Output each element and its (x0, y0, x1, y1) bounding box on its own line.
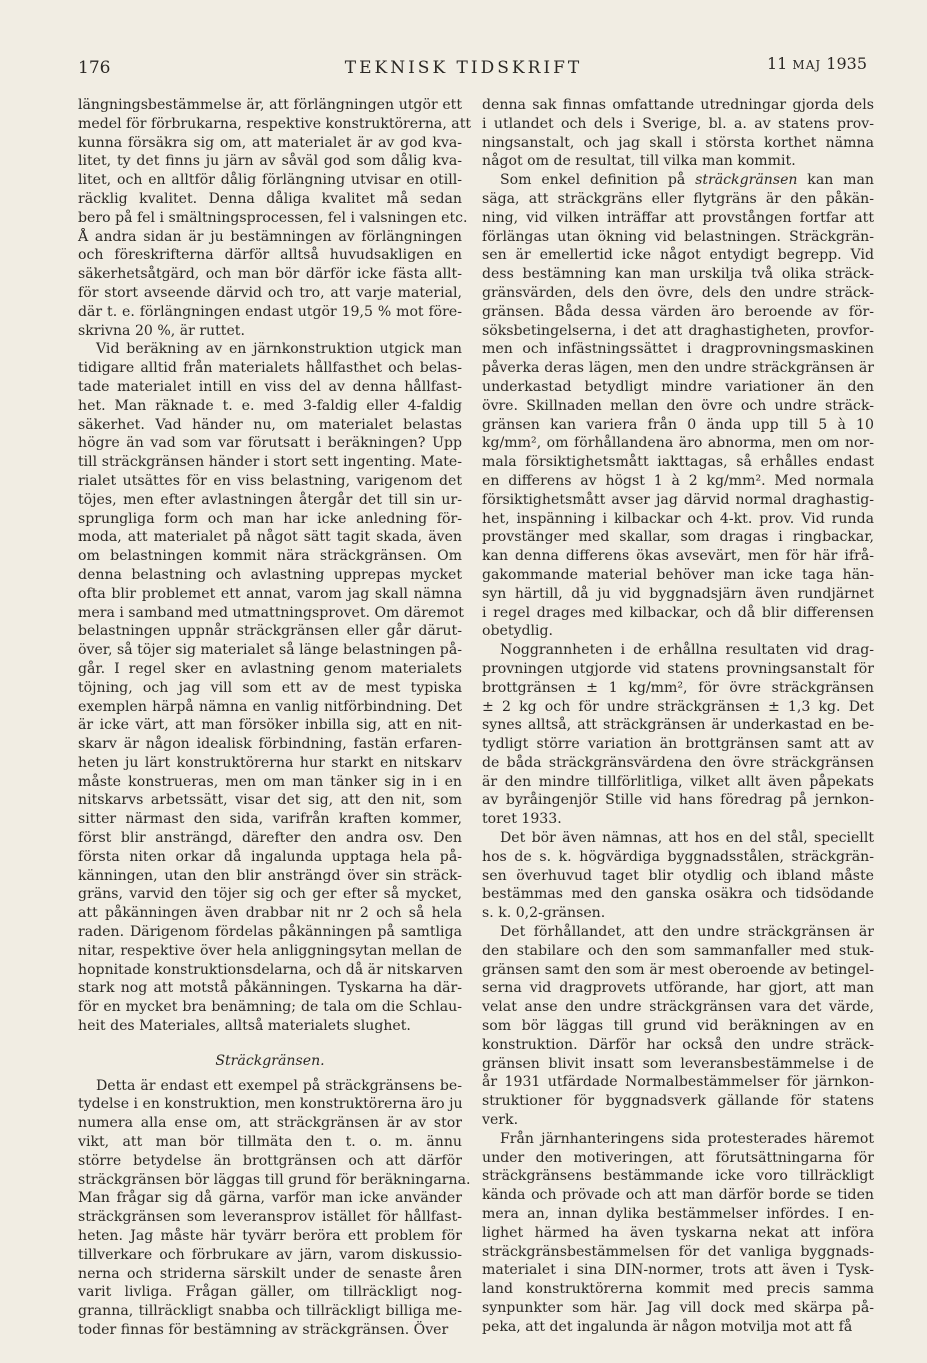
right-column (482, 96, 874, 1337)
text-line: toret 1933. (482, 811, 562, 828)
text-line: bero på fel i smältningsprocessen, fel i valsningen etc. (78, 209, 468, 226)
issue-date-month: MAJ (792, 58, 822, 72)
text-line: där t. e. förlängningen endast utgör 19,5 % mot före- (78, 303, 462, 320)
section-heading: Sträckgränsen. (215, 1052, 325, 1069)
text-line: kunna försäkra sig om, att materialet är av god kva- (78, 134, 462, 151)
text-line: påverka deras lägen, men den undre sträckgränsen är (482, 360, 874, 377)
text-line: som bör läggas till grund vid beräkningen av en (482, 1018, 874, 1035)
text-line: Man frågar sig då gärna, varför man icke använder (78, 1190, 462, 1207)
text-line: högre än vad som var förutsatt i beräkningen? Upp (78, 435, 462, 452)
text-line: av byråingenjör Stille vid hans föredrag på jernkon- (482, 792, 874, 809)
text-line: mala försiktighetsmått iakttagas, så erhålles endast (482, 454, 874, 471)
text-line: kända och prövade och att man därför borde se tiden (482, 1187, 874, 1204)
text-line: land konstruktörerna kommit med precis samma (482, 1281, 874, 1298)
text-line: granna, tillräckligt snabba och tillräckligt billiga me- (78, 1303, 462, 1320)
text-line: hos de s. k. högvärdiga byggnadsstålen, sträckgrän- (482, 848, 874, 865)
text-line: brottgränsen ± 1 kg/mm², för övre sträckgränsen (482, 679, 874, 696)
text-line: större betydelse än brottgränsen och att därför (78, 1152, 462, 1169)
text-line: första niten orkar då ingalunda upptaga hela på- (78, 848, 462, 865)
text-line: är den mindre tillförlitliga, vilket allt även påpekats (482, 773, 874, 790)
text-line: lighet härmed ha även tyskarna nekat att införa (482, 1224, 874, 1241)
definition-tail: kan man (797, 172, 874, 189)
text-line: först blir ansträngd, därefter den andra osv. Den (78, 830, 462, 847)
text-line: gränsen kan variera från 0 ända upp till 5 à 10 (482, 416, 874, 433)
text-line: verk. (482, 1112, 519, 1129)
text-line: tydelse i en konstruktion, men konstruktörerna äro ju (78, 1096, 463, 1113)
text-line: sträckgränsen bör läggas till grund för beräkningarna. (78, 1171, 471, 1188)
text-line: gränsen. Båda dessa värden äro beroende av för- (482, 303, 874, 320)
text-line: numera alla ense om, att sträckgränsen är av stor (78, 1115, 462, 1132)
defined-term: sträckgränsen (695, 172, 798, 189)
text-line: Vid beräkning av en järnkonstruktion utgick man (96, 341, 462, 358)
issue-date (767, 54, 867, 73)
text-line: skarv är någon idealisk förbindning, fastän erfaren- (78, 736, 462, 753)
text-line: obetydlig. (482, 623, 554, 640)
text-line: litet, ty det finns ju järn av såväl god som dålig kva- (78, 153, 462, 170)
text-line: het. Man räknade t. e. med 3-faldig eller 4-faldig (78, 397, 462, 414)
text-line: känningen, utan den blir ansträngd över sin sträck- (78, 867, 462, 884)
text-line: serna vid dragprovets utförande, har gjort, att man (482, 980, 874, 997)
text-line: Det bör även nämnas, att hos en del stål, speciellt (500, 830, 874, 847)
text-line: gränsen blivit insatt som leveransbestämmelse i de (482, 1055, 874, 1072)
text-line: konstruktion. Därför har också den undre sträck- (482, 1036, 874, 1053)
paragraph (78, 96, 472, 340)
text-line: tillverkare och förbrukare av järn, varom diskussio- (78, 1246, 462, 1263)
text-line: stark nog att motstå påkänningen. Tyskarna ha där- (78, 980, 462, 997)
text-line: Från järnhanteringens sida protesterades häremot (500, 1130, 874, 1147)
text-line: längningsbestämmelse är, att förlängningen utgör ett (78, 97, 462, 113)
text-line: mera an, innan dylika bestämmelser infördes. I en- (482, 1206, 874, 1223)
text-line: s. k. 0,2-gränsen. (482, 905, 606, 922)
text-line: vikt, att man bör tillmäta den t. o. m. ännu (78, 1134, 462, 1151)
text-line: tidigare alltid från materialets hållfasthet och belas- (78, 360, 462, 377)
text-line: går. I regel sker en avlastning genom materialets (78, 660, 462, 677)
text-line: sträckgränsens bestämmande icke voro tillräckligt (482, 1168, 874, 1185)
text-line: Det förhållandet, att den undre sträckgränsen är (500, 924, 874, 941)
text-line: syn härtill, då ju vid byggnadsjärn även rundjärnet (482, 585, 874, 602)
text-line: moda, att materialet på något sätt tagit skada, även (78, 529, 462, 546)
text-line: ningsanstalt, och jag skall i största korthet nämna (482, 134, 874, 151)
text-line: medel för förbrukarna, respektive konstruktörerna, att (78, 115, 472, 132)
text-line: exemplen härpå nämna en vanlig nitförbindning. Det (78, 698, 462, 715)
text-line: nitar, respektive över hela anliggningsytan mellan de (78, 942, 462, 959)
issue-date-day: 11 (766, 54, 788, 73)
text-line: de båda sträckgränsvärdena den övre sträckgränsen (482, 754, 874, 771)
page-number: 176 (78, 58, 111, 78)
text-line: mera i samband med utmattningsprovet. Om däremot (78, 604, 464, 621)
paragraph (482, 923, 874, 1130)
text-line: het, inspänning i kilbackar och 4-kt. prov. Vid runda (482, 510, 874, 527)
text-line: litet, och en alltför dålig förlängning utvisar en otill- (78, 172, 462, 189)
text-line: denna sak finnas omfattande utredningar gjorda dels (482, 97, 874, 113)
text-line: för stort avseende därvid och tro, att varje material, (78, 284, 462, 301)
text-line: ofta blir problemet ett annat, varom jag skall nämna (78, 585, 462, 602)
text-line: försiktighetsmått avser jag därvid normal draghastig- (482, 491, 874, 508)
text-line: kg/mm², om förhållandena äro abnorma, men om nor- (482, 435, 874, 452)
text-line: säkerhetsåtgärd, och man bör därför icke fästa allt- (78, 266, 462, 283)
text-line: ning, vid vilken inträffar att provstången fortfar att (482, 209, 874, 226)
text-line: gakommande material behöver man icke taga hän- (482, 566, 874, 583)
text-line: rialet utsättes för en viss belastning, varigenom det (78, 472, 462, 489)
text-line: gräns, varvid den töjer sig och ger efter så mycket, (78, 886, 462, 903)
text-line: Detta är endast ett exempel på sträckgränsens be- (96, 1077, 462, 1094)
journal-title: TEKNISK TIDSKRIFT (344, 58, 583, 78)
text-line: nerna och striderna särskilt under de senaste åren (78, 1265, 462, 1282)
text-line: säkerhet. Vad händer nu, om materialet belastas (78, 416, 462, 433)
text-line: heit des Materiales, alltså materialets slughet. (78, 1018, 411, 1035)
issue-date-year: 1935 (826, 54, 867, 73)
text-line: struktioner för byggnadsverk gällande för statens (482, 1093, 874, 1110)
text-line: i regel drages med kilbackar, och då blir differensen (482, 604, 874, 621)
page-header (0, 54, 927, 84)
text-line: att påkänningen även drabbar nit nr 2 och så hela (78, 905, 462, 922)
text-line: töjes, men efter avlastningen återgår det till sin ur- (78, 491, 462, 508)
text-line: och föreskrifterna därför alltså huvudsakligen en (78, 247, 462, 264)
text-line: om belastningen kommit nära sträckgränsen. Om (78, 548, 462, 565)
left-column (78, 96, 472, 1340)
text-line: är icke värt, att man försöker inbilla sig, att en nit- (78, 717, 462, 734)
paragraph (78, 340, 462, 1035)
text-line: måste konstrueras, men om man tänker sig in i en (78, 773, 462, 790)
text-line: i utlandet och dels i Sverige, bl. a. av statens prov- (482, 115, 874, 132)
text-line: år 1931 utfärdade Normalbestämmelser för järnkon- (482, 1074, 874, 1091)
text-line: kan denna differens ökas avsevärt, men för här ifrå- (482, 548, 874, 565)
text-line: den stabilare och den som sammanfaller med stuk- (482, 942, 874, 959)
paragraph (482, 190, 874, 641)
paragraph (78, 1077, 471, 1340)
text-line: sitter närmast den sida, varifrån kraften kommer, (78, 811, 462, 828)
text-line: belastningen uppnår sträckgränsen eller går därut- (78, 623, 462, 640)
text-line: nitskarvs arbetssätt, visar det sig, att den nit, som (78, 792, 462, 809)
text-line: gränsvärden, dels den övre, dels den undre sträck- (482, 284, 874, 301)
text-line: provstänger med skallar, som dragas i ringbackar, (482, 529, 874, 546)
text-line: förlängas utan ökning vid belastningen. Sträckgrän- (482, 228, 874, 245)
text-line: sen är emellertid icke något entydigt begrepp. Vid (482, 247, 874, 264)
text-line (482, 171, 874, 190)
text-line: toder finnas för bestämning av sträckgränsen. Över (78, 1322, 449, 1338)
text-line: övre. Skillnaden mellan den övre och undre sträck- (482, 397, 874, 414)
text-line: bestämmas med den ganska osäkra och tidsödande (482, 886, 874, 903)
text-line: synes alltså, att sträckgränsen är underkastad en be- (482, 717, 874, 734)
text-line: säga, att sträckgräns eller flytgräns är den påkän- (482, 190, 874, 207)
text-line: gränsen samt den som är mest oberoende av betingel- (482, 961, 874, 978)
text-line: skrivna 20 %, är ruttet. (78, 322, 245, 339)
text-line: sen överhuvud taget blir otydlig och ibland måste (482, 867, 874, 884)
text-line: ± 2 kg och för undre sträckgränsen ± 1,3 kg. Det (482, 698, 874, 715)
text-line: något om de resultat, till vilka man kommit. (482, 153, 796, 170)
text-line: för en mycket bra benämning; de tala om die Schlau- (78, 999, 462, 1016)
text-line: underkastad betydligt mindre variationer än den (482, 378, 874, 395)
text-line: under den motiveringen, att förutsättningarna för (482, 1149, 874, 1166)
text-line: Noggrannheten i de erhållna resultaten vid drag- (500, 642, 874, 659)
text-line: dess bestämning kan man urskilja två olika sträck- (482, 266, 874, 283)
text-line: men och infästningssättet i dragprovningsmaskinen (482, 341, 874, 358)
text-line: sprungliga form och man har icke anledning för- (78, 510, 462, 527)
paragraph (482, 829, 874, 923)
text-line: en differens av högst 1 à 2 kg/mm². Med normala (482, 472, 874, 489)
text-line: tade materialet intill en viss del av denna hållfast- (78, 378, 462, 395)
text-line: till sträckgränsen händer i stort sett ingenting. Mate- (78, 454, 462, 471)
text-line: heten ju lärt konstruktörerna hur starkt en nitskarv (78, 754, 462, 771)
text-line: denna belastning och avlastning upprepas mycket (78, 566, 462, 583)
text-line: velat anse den undre sträckgränsen vara det värde, (482, 999, 874, 1016)
text-line: töjning, och jag vill som ett av de mest typiska (78, 679, 462, 696)
text-line: söksbetingelserna, i det att draghastigheten, provfor- (482, 322, 874, 339)
paragraph (482, 96, 874, 171)
text-line: Å andra sidan är ju bestämningen av förlängningen (78, 228, 462, 245)
text-line: varit livliga. Frågan gäller, om tillräckligt nog- (78, 1284, 462, 1301)
text-line: räcklig kvalitet. Denna dåliga kvalitet må sedan (78, 190, 462, 207)
text-line: tydligt större variation än brottgränsen samt att av (482, 736, 874, 753)
text-line: peka, att det ingalunda är någon motvilja mot att få (482, 1318, 853, 1335)
text-line: materialet i sina DIN-normer, trots att även i Tysk- (482, 1262, 874, 1279)
text-line: raden. Därigenom fördelas påkänningen på samtliga (78, 924, 462, 941)
paragraph (482, 1130, 874, 1337)
definition-lead: Som enkel definition på (500, 172, 696, 189)
text-line: heten. Jag måste här tyvärr beröra ett problem för (78, 1228, 462, 1245)
text-line: sträckgränsen som leveransprov istället för hållfast- (78, 1209, 462, 1226)
text-line: sträckgränsbestämmelsen för det vanliga byggnads- (482, 1243, 874, 1260)
text-line: över, så töjer sig materialet så länge belastningen på- (78, 642, 462, 659)
text-line: hopnitade konstruktionsdelarna, och då är nitskarven (78, 961, 463, 978)
text-line: synpunkter som här. Jag vill dock med skärpa på- (482, 1300, 874, 1316)
text-line: provningen utgjorde vid statens provningsanstalt för (482, 660, 874, 677)
paragraph (482, 641, 874, 829)
